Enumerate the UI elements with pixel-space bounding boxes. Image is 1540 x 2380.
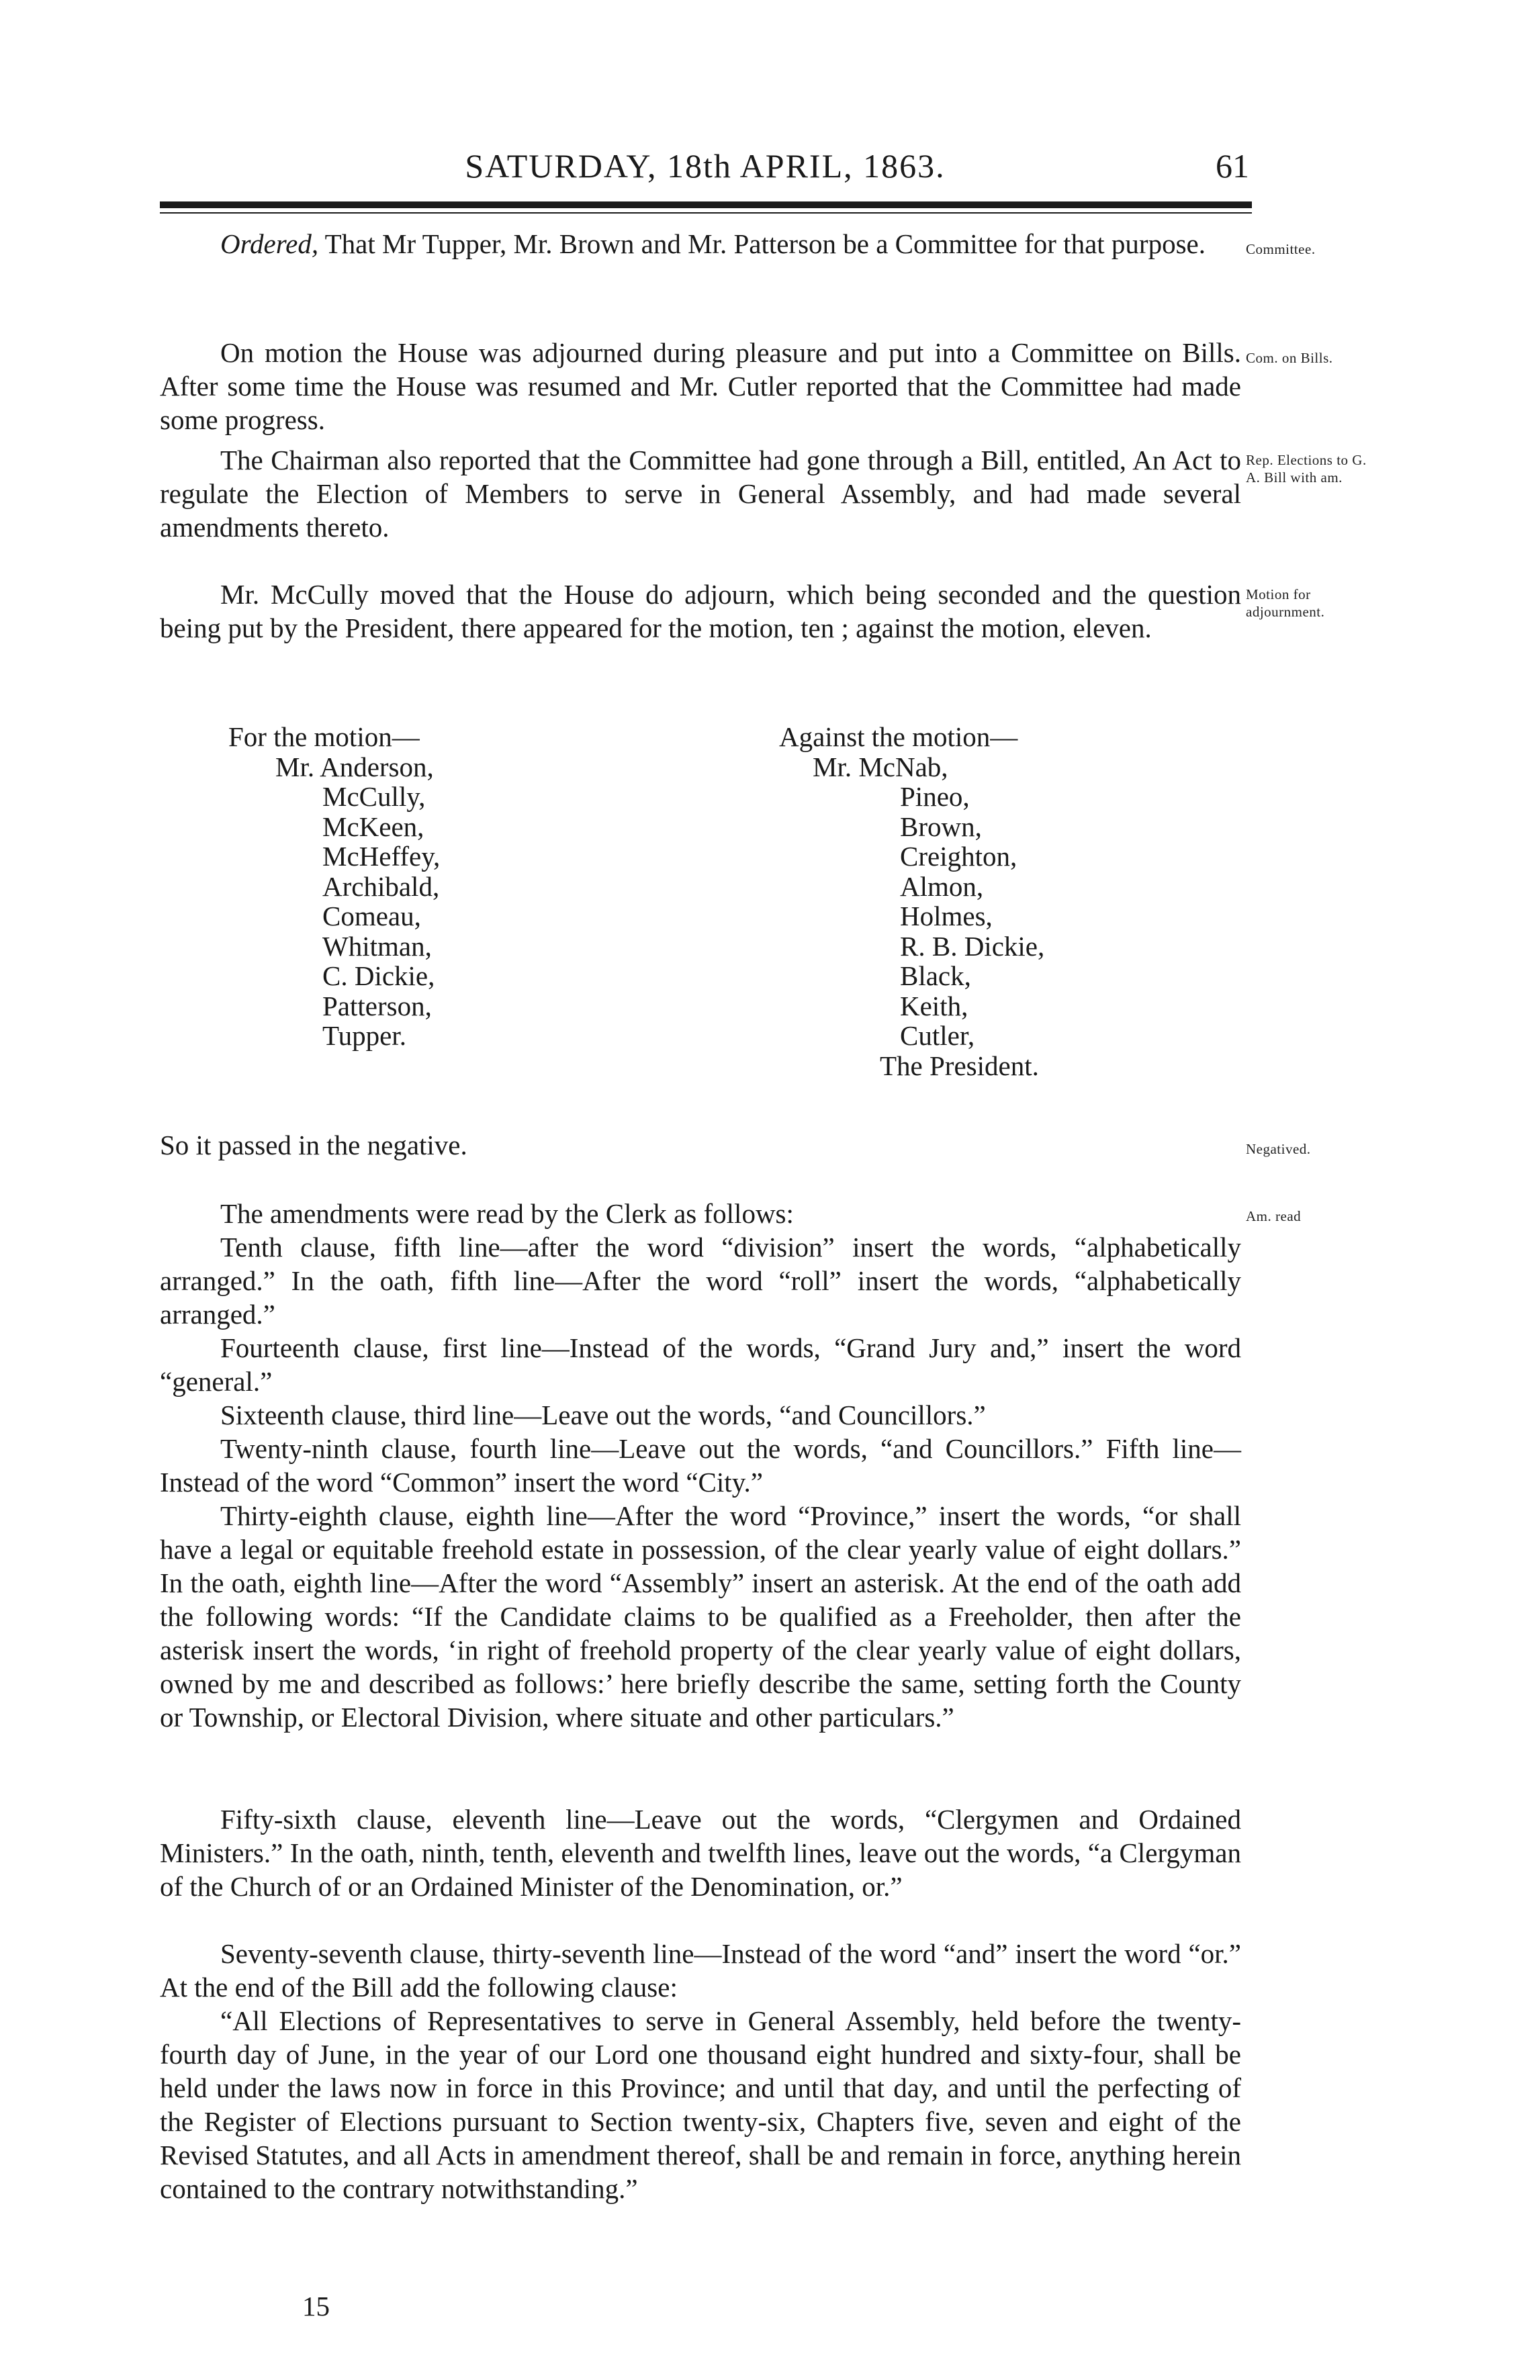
amendment-twenty-ninth-clause: Twenty-ninth clause, fourth line—Leave out the words, “and Councillors.” Fifth line—Instead of the word “Common” insert the word “City.” bbox=[160, 1433, 1241, 1498]
margin-note-com-on-bills: Com. on Bills. bbox=[1246, 350, 1333, 366]
against-name: Pineo, bbox=[900, 781, 970, 812]
against-name: Mr. McNab, bbox=[813, 751, 948, 782]
amendment-sixteenth-clause: Sixteenth clause, third line—Leave out the words, “and Councillors.” bbox=[220, 1400, 986, 1430]
for-name: McCully, bbox=[322, 781, 426, 812]
for-name: Mr. Anderson, bbox=[275, 751, 434, 782]
amendment-thirty-eighth-clause: Thirty-eighth clause, eighth line—After the word “Province,” insert the words, “or shall have a legal or equitable freehold estate in possession, of the clear yearly value of eight dollars.” In the oath, eighth line—After the word “Assembly” insert an asterisk. At the end of the oath add the following words: “If the Candidate claims to be qualified as a Freeholder, then after the asterisk insert the words, ‘in right of freehold property of the clear yearly value of eight dollars, owned by me and described as follows:’ here briefly describe the same, setting forth the County or Township, or Electoral Division, where situate and other particulars.” bbox=[160, 1500, 1241, 1733]
margin-note-rep-elections: Rep. Elections to G. A. Bill with am. bbox=[1246, 452, 1367, 486]
against-name: Brown, bbox=[900, 811, 982, 842]
division-result: So it passed in the negative. bbox=[160, 1130, 467, 1160]
against-name: Holmes, bbox=[900, 901, 993, 931]
division-list bbox=[228, 722, 1169, 1111]
for-name: C. Dickie, bbox=[322, 960, 435, 991]
for-name: Tupper. bbox=[322, 1020, 406, 1051]
for-name: Patterson, bbox=[322, 990, 432, 1021]
margin-note-am-read: Am. read bbox=[1246, 1208, 1302, 1224]
against-name: Cutler, bbox=[900, 1020, 975, 1051]
for-name: Comeau, bbox=[322, 901, 421, 931]
against-name: R. B. Dickie, bbox=[900, 930, 1045, 962]
margin-note-motion-adjournment: Motion for adjournment. bbox=[1246, 586, 1325, 620]
amendment-new-clause: “All Elections of Representatives to serve in General Assembly, held before the twenty-fourth day of June, in the year of our Lord one thousand eight hundred and sixty-four, shall be held under the laws now in force in this Province; and until that day, and until the perfecting of the Register of Elections pursuant to Section twenty-six, Chapters five, seven and eight of the Revised Statutes, and all Acts in amendment thereof, shall be and remain in force, anything herein contained to the contrary notwithstanding.” bbox=[160, 2005, 1241, 2204]
running-head bbox=[161, 146, 1249, 193]
amendment-seventy-seventh-clause: Seventy-seventh clause, thirty-seventh line—Instead of the word “and” insert the word “or.” At the end of the Bill add the following clause: bbox=[160, 1938, 1241, 2003]
against-the-motion bbox=[779, 722, 1044, 1081]
margin-note-committee: Committee. bbox=[1246, 241, 1316, 257]
against-name: Almon, bbox=[900, 870, 984, 902]
for-name: Archibald, bbox=[322, 870, 440, 902]
amendment-tenth-clause: Tenth clause, fifth line—after the word “division” insert the words, “alphabetically arranged.” In the oath, fifth line—After the word “roll” insert the words, “alphabetically arranged.” bbox=[160, 1232, 1241, 1330]
paragraph-chairman-report: The Chairman also reported that the Committee had gone through a Bill, entitled, An Act to regulate the Election of Members to serve in General Assembly, and had made several amendments thereto. bbox=[160, 445, 1241, 543]
for-the-motion bbox=[228, 722, 440, 1051]
page-number: 61 bbox=[1216, 147, 1249, 185]
header-rule bbox=[160, 201, 1252, 208]
ordered-lead: Ordered, bbox=[220, 228, 319, 259]
header-rule-thin bbox=[160, 212, 1252, 214]
amendment-fifty-sixth-clause: Fifty-sixth clause, eleventh line—Leave out the words, “Clergymen and Ordained Ministers.” In the oath, ninth, tenth, eleventh and twelfth lines, leave out the words, “a Clergyman of the Church of or an Ordained Minister of the Denomination, or.” bbox=[160, 1804, 1241, 1902]
running-title: SATURDAY, 18th APRIL, 1863. bbox=[465, 147, 946, 185]
against-name: The President. bbox=[880, 1050, 1039, 1081]
paragraph-ordered bbox=[160, 227, 1241, 261]
paragraph-mccully-motion: Mr. McCully moved that the House do adjourn, which being seconded and the question being put by the President, there appeared for the motion, ten ; against the motion, eleven. bbox=[160, 579, 1241, 643]
against-name: Creighton, bbox=[900, 841, 1017, 872]
for-name: Whitman, bbox=[322, 930, 432, 962]
amendments-intro: The amendments were read by the Clerk as follows: bbox=[220, 1198, 794, 1229]
ordered-text: That Mr Tupper, Mr. Brown and Mr. Patterson be a Committee for that purpose. bbox=[318, 228, 1206, 259]
for-heading: For the motion— bbox=[228, 721, 420, 752]
for-name: McKeen, bbox=[322, 811, 424, 842]
margin-note-negatived: Negatived. bbox=[1246, 1141, 1311, 1157]
for-name: McHeffey, bbox=[322, 841, 441, 872]
against-name: Black, bbox=[900, 960, 971, 991]
against-name: Keith, bbox=[900, 990, 968, 1021]
against-heading: Against the motion— bbox=[779, 721, 1018, 752]
paragraph-committee-on-bills: On motion the House was adjourned during pleasure and put into a Committee on Bills. After some time the House was resumed and Mr. Cutler reported that the Committee had made some progress. bbox=[160, 337, 1241, 435]
signature-mark: 15 bbox=[302, 2291, 330, 2322]
amendment-fourteenth-clause: Fourteenth clause, first line—Instead of the words, “Grand Jury and,” insert the word “general.” bbox=[160, 1332, 1241, 1397]
